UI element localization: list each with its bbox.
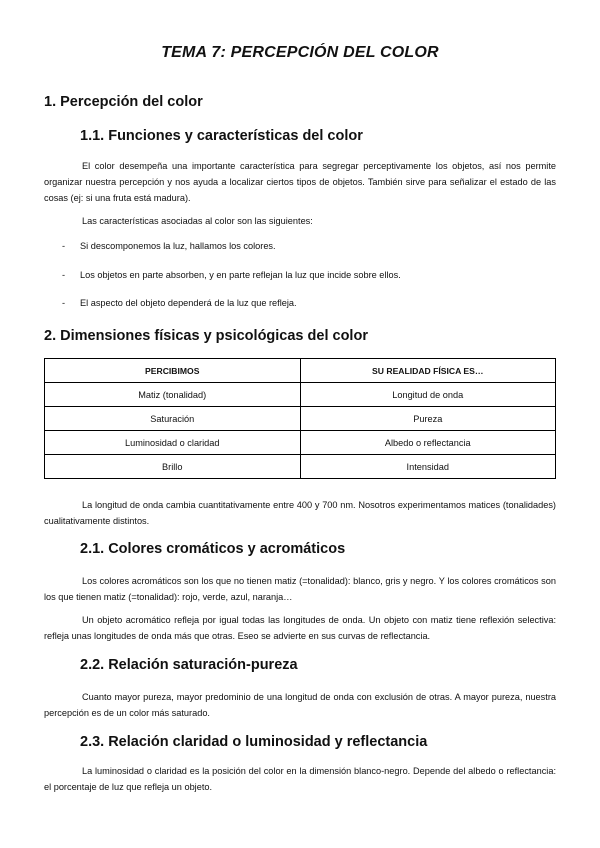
section-2-1-paragraph-1: Los colores acromáticos son los que no tienen matiz (=tonalidad): blanco, gris y negro. Y los colores cromáticos son los que tienen matiz (=tonalidad): rojo, verde, azul, naranja… [44, 576, 556, 602]
section-2-heading: 2. Dimensiones físicas y psicológicas del color [44, 328, 368, 344]
section-2-2-paragraph-1: Cuanto mayor pureza, mayor predominio de una longitud de onda con exclusión de otras. A mayor pureza, nuestra percepción es de un color más saturado. [44, 692, 556, 718]
section-2-1-paragraph-2: Un objeto acromático refleja por igual todas las longitudes de onda. Un objeto con matiz tiene reflexión selectiva: refleja unas longitudes de onda más que otras. Eseo se advierte en sus curvas de reflectancia. [44, 615, 556, 641]
section-1-heading: 1. Percepción del color [44, 94, 203, 110]
table-cell: Brillo [45, 455, 301, 479]
table-cell: Intensidad [300, 455, 556, 479]
section-2-3-paragraph-1: La luminosidad o claridad es la posición del color en la dimensión blanco-negro. Depende del albedo o reflectancia: el porcentaje de luz que refleja un objeto. [44, 766, 556, 792]
table-cell: Luminosidad o claridad [45, 431, 301, 455]
list-item: - El aspecto del objeto dependerá de la luz que refleja. [62, 298, 297, 308]
table-cell: Saturación [45, 407, 301, 431]
section-2-3-heading: 2.3. Relación claridad o luminosidad y reflectancia [80, 734, 428, 750]
table-row [45, 431, 556, 455]
section-2-1-heading: 2.1. Colores cromáticos y acromáticos [80, 541, 346, 557]
section-2-paragraph-1: La longitud de onda cambia cuantitativamente entre 400 y 700 nm. Nosotros experimentamos matices (tonalidades) cualitativamente distintos. [44, 500, 556, 526]
table-row [45, 383, 556, 407]
dash-bullet-icon: - [62, 298, 66, 308]
dash-bullet-icon: - [62, 270, 66, 280]
section-1-1-paragraph-1: El color desempeña una importante característica para segregar perceptivamente los objetos, así nos permite organizar nuestra percepción y nos ayuda a localizar ciertos tipos de objetos. También sirve para señalizar el estado de las cosas (ej: si una fruta está madura). [44, 161, 556, 203]
list-item: - Los objetos en parte absorben, y en parte reflejan la luz que incide sobre ellos. [62, 270, 401, 280]
column-header: SU REALIDAD FÍSICA ES… [300, 359, 556, 383]
table-row [45, 455, 556, 479]
section-1-1-paragraph-2: Las características asociadas al color son las siguientes: [82, 216, 313, 226]
table-row [45, 407, 556, 431]
list-item: - Si descomponemos la luz, hallamos los colores. [62, 241, 276, 251]
page-title: TEMA 7: PERCEPCIÓN DEL COLOR [161, 44, 439, 61]
dash-bullet-icon: - [62, 241, 66, 251]
table-cell: Matiz (tonalidad) [45, 383, 301, 407]
table-cell: Pureza [300, 407, 556, 431]
section-2-2-heading: 2.2. Relación saturación-pureza [80, 657, 298, 673]
column-header: PERCIBIMOS [45, 359, 301, 383]
table-header-row [45, 359, 556, 383]
physical-dimensions-table [44, 358, 556, 479]
table-cell: Longitud de onda [300, 383, 556, 407]
table-cell: Albedo o reflectancia [300, 431, 556, 455]
section-1-1-heading: 1.1. Funciones y características del color [80, 128, 363, 144]
